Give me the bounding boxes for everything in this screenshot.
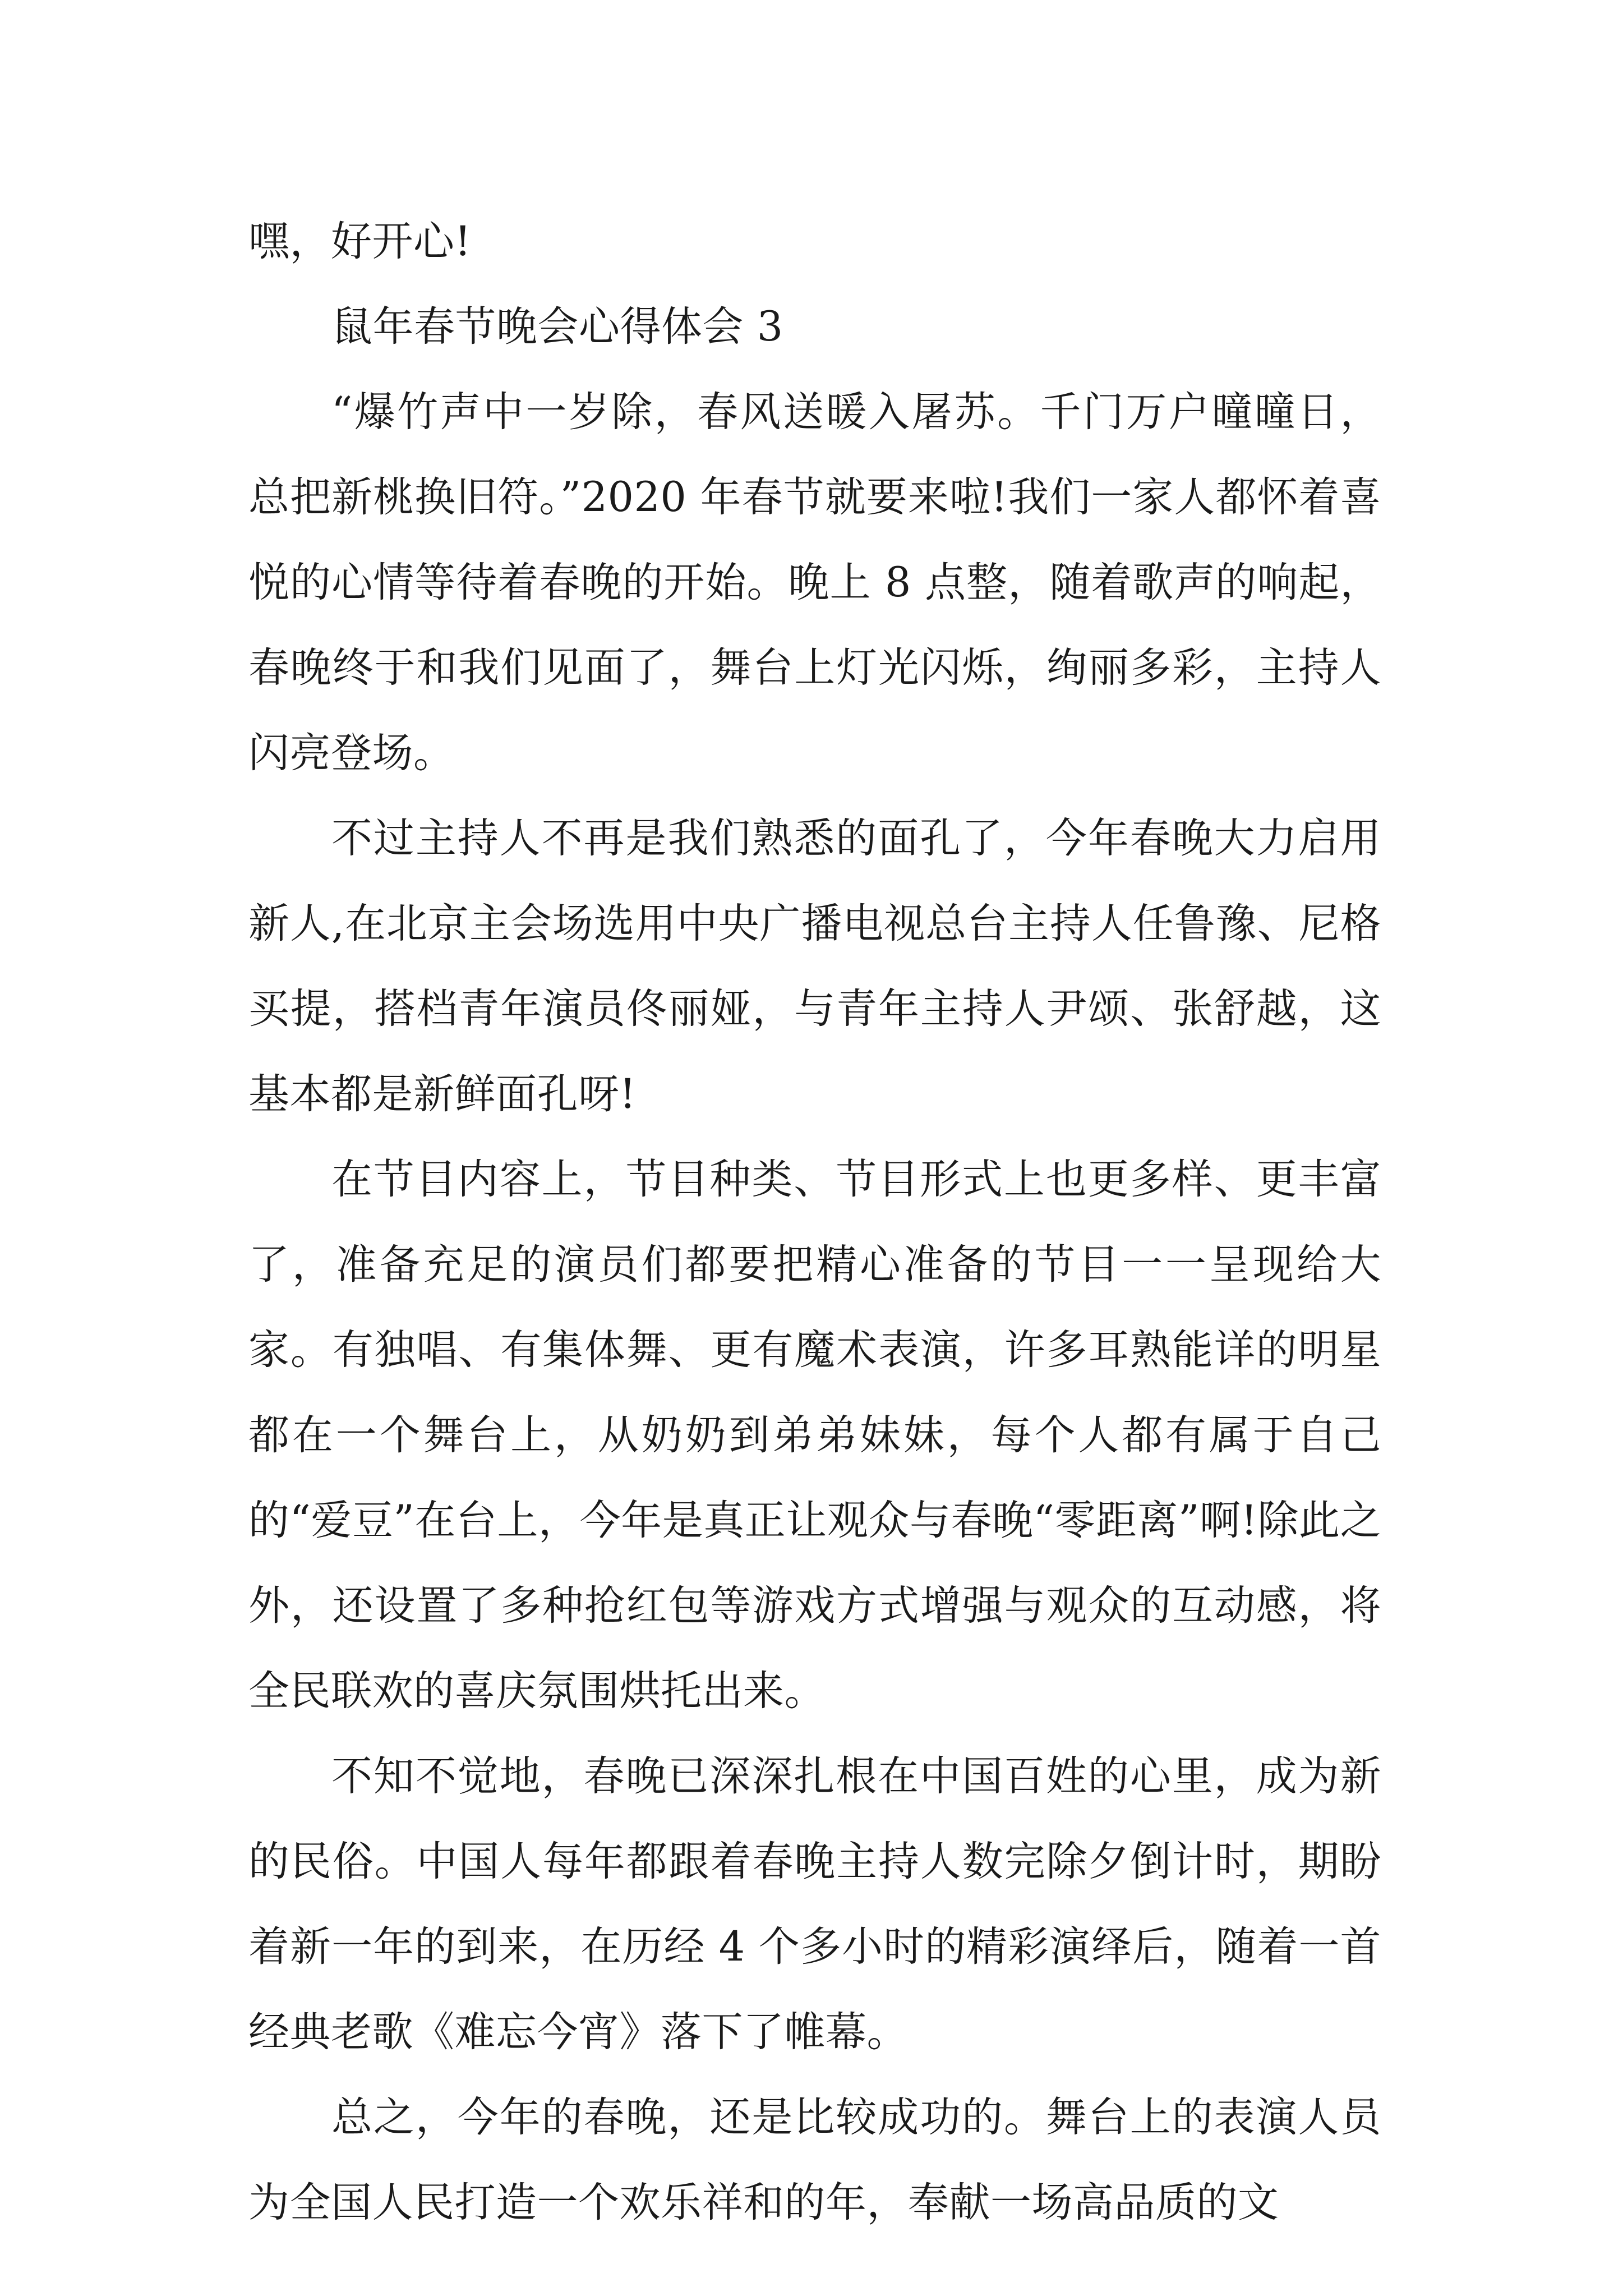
paragraph-conclusion: 总之，今年的春晚，还是比较成功的。舞台上的表演人员为全国人民打造一个欢乐祥和的年，奉献一场高品质的文	[248, 2093, 1381, 2226]
paragraph-tradition: 不知不觉地，春晚已深深扎根在中国百姓的心里，成为新的民俗。中国人每年都跟着春晚主持人数完除夕倒计时，期盼着新一年的到来，在历经 4 个多小时的精彩演绎后，随着一首经典老歌《难忘今宵》落下了帷幕。	[248, 1752, 1381, 2056]
paragraph-continuation: 嘿，好开心!	[248, 218, 472, 265]
paragraph-firecrackers: “爆竹声中一岁除，春风送暖入屠苏。千门万户曈曈日，总把新桃换旧符。”2020 年春节就要来啦!我们一家人都怀着喜悦的心情等待着春晚的开始。晚上 8 点整，随着歌声的响起，春晚终于和我们见面了，舞台上灯光闪烁，绚丽多彩，主持人闪亮登场。	[248, 388, 1381, 777]
document-body	[248, 199, 1381, 2246]
paragraph-hosts: 不过主持人不再是我们熟悉的面孔了，今年春晚大力启用新人,在北京主会场选用中央广播电视总台主持人任鲁豫、尼格买提，搭档青年演员佟丽娅，与青年主持人尹颂、张舒越，这基本都是新鲜面孔呀!	[248, 815, 1381, 1118]
paragraph-programs: 在节目内容上，节目种类、节目形式上也更多样、更丰富了，准备充足的演员们都要把精心准备的节目一一呈现给大家。有独唱、有集体舞、更有魔术表演，许多耳熟能详的明星都在一个舞台上，从奶奶到弟弟妹妹，每个人都有属于自己的“爱豆”在台上，今年是真正让观众与春晚“零距离”啊!除此之外，还设置了多种抢红包等游戏方式增强与观众的互动感，将全民联欢的喜庆氛围烘托出来。	[248, 1156, 1381, 1715]
section-title: 鼠年春节晚会心得体会 3	[331, 303, 783, 351]
